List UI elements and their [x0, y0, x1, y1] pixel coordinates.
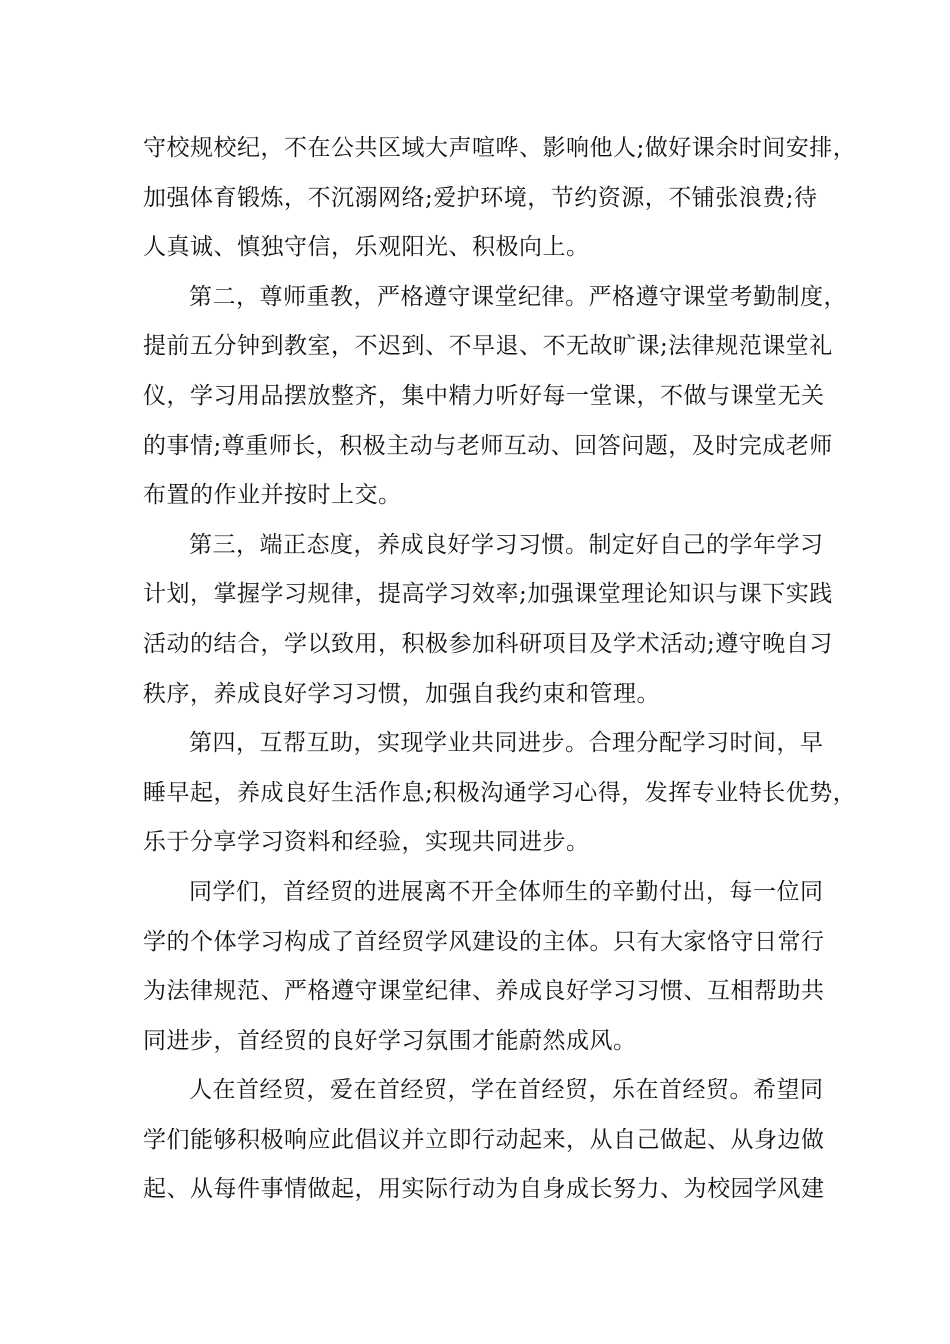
text-line: 提前五分钟到教室，不迟到、不早退、不无故旷课;法律规范课堂礼 — [143, 333, 833, 360]
text-line: 第四，互帮互助，实现学业共同进步。合理分配学习时间，早 — [189, 730, 824, 757]
paragraph — [143, 1066, 825, 1215]
text-line: 为法律规范、严格遵守课堂纪律、养成良好学习习惯、互相帮助共 — [143, 978, 825, 1005]
text-line: 学的个体学习构成了首经贸学风建设的主体。只有大家恪守日常行 — [143, 928, 825, 955]
text-line: 同进步，首经贸的良好学习氛围才能蔚然成风。 — [143, 1027, 637, 1054]
text-line: 计划，掌握学习规律，提高学习效率;加强课堂理论知识与课下实践 — [143, 581, 833, 608]
text-line: 睡早起，养成良好生活作息;积极沟通学习心得，发挥专业特长优势， — [143, 779, 857, 806]
text-line: 乐于分享学习资料和经验，实现共同进步。 — [143, 829, 590, 856]
paragraph — [143, 273, 847, 521]
text-line: 仪，学习用品摆放整齐，集中精力听好每一堂课，不做与课堂无关 — [143, 382, 825, 409]
text-line: 起、从每件事情做起，用实际行动为自身成长努力、为校园学风建 — [143, 1176, 825, 1203]
text-line: 守校规校纪，不在公共区域大声喧哗、影响他人;做好课余时间安排， — [143, 135, 857, 161]
text-line: 第三，端正态度，养成良好学习习惯。制定好自己的学年学习 — [189, 531, 824, 558]
text-line: 人在首经贸，爱在首经贸，学在首经贸，乐在首经贸。希望同 — [189, 1077, 824, 1104]
text-line: 布置的作业并按时上交。 — [143, 482, 402, 509]
text-line: 秩序，养成良好学习习惯，加强自我约束和管理。 — [143, 680, 660, 707]
paragraph — [143, 521, 833, 719]
document-body — [143, 124, 857, 1215]
paragraph — [143, 868, 825, 1066]
text-line: 加强体育锻炼，不沉溺网络;爱护环境，节约资源，不铺张浪费;待 — [143, 184, 818, 211]
text-line: 活动的结合，学以致用，积极参加科研项目及学术活动;遵守晚自习 — [143, 630, 833, 657]
text-line: 同学们，首经贸的进展离不开全体师生的辛勤付出，每一位同 — [189, 878, 824, 905]
text-line: 人真诚、慎独守信，乐观阳光、积极向上。 — [143, 234, 590, 261]
text-line: 第二，尊师重教，严格遵守课堂纪律。严格遵守课堂考勤制度， — [189, 283, 847, 310]
paragraph — [143, 124, 857, 273]
paragraph — [143, 719, 857, 868]
text-line: 学们能够积极响应此倡议并立即行动起来，从自己做起、从身边做 — [143, 1126, 825, 1153]
text-line: 的事情;尊重师长，积极主动与老师互动、回答问题，及时完成老师 — [143, 432, 833, 459]
